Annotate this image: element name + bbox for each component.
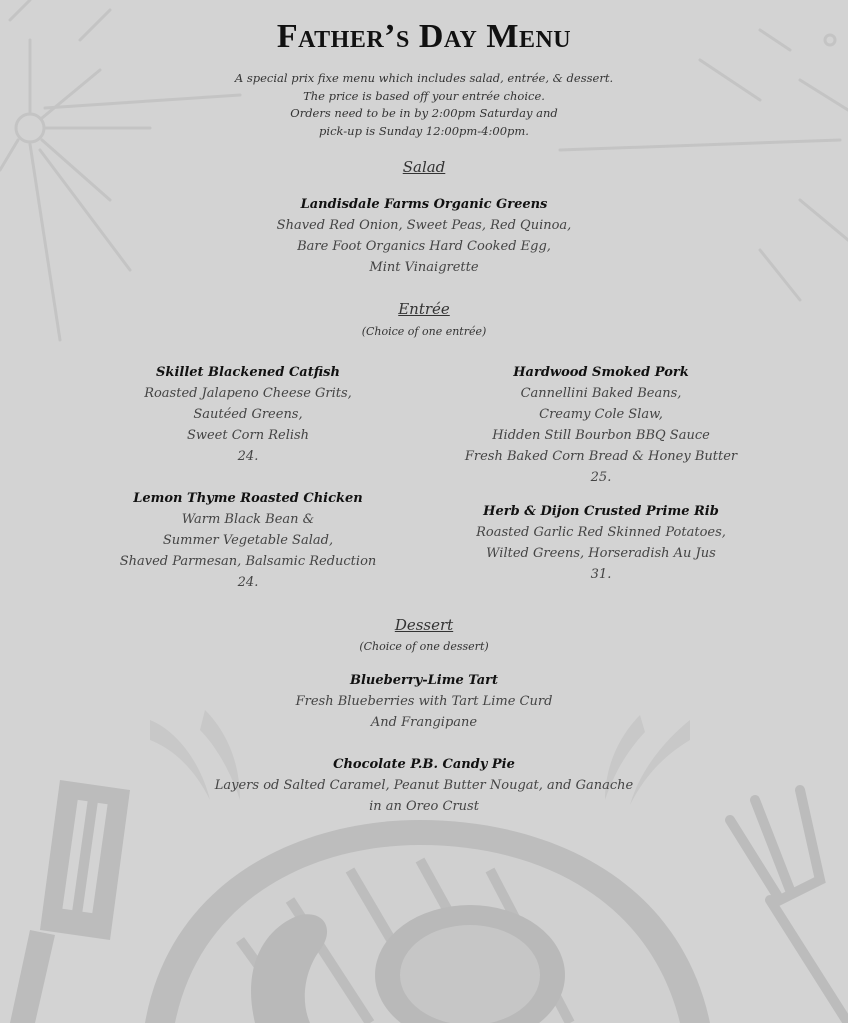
item-desc-line: in an Oreo Crust: [369, 799, 479, 814]
salad-heading: Salad: [402, 158, 446, 176]
entree-note: (Choice of one entrée): [361, 325, 487, 338]
item-desc-line: Fresh Blueberries with Tart Lime Curd: [295, 694, 553, 709]
intro-text: [0, 70, 848, 140]
dessert-note: (Choice of one dessert): [359, 640, 489, 653]
dessert-item: [0, 754, 848, 817]
salad-item: [0, 194, 848, 278]
item-desc-line: Wilted Greens, Horseradish Au Jus: [486, 546, 716, 561]
item-desc-line: And Frangipane: [370, 715, 478, 730]
dessert-heading: Dessert: [394, 616, 454, 634]
item-name: Landisdale Farms Organic Greens: [300, 197, 548, 212]
item-desc-line: Sautéed Greens,: [193, 407, 303, 422]
entree-item: [90, 362, 406, 467]
entree-item: [440, 501, 762, 585]
item-desc-line: Bare Foot Organics Hard Cooked Egg,: [297, 239, 551, 254]
item-name: Lemon Thyme Roasted Chicken: [133, 491, 363, 506]
item-name: Blueberry-Lime Tart: [350, 673, 498, 688]
intro-line: pick-up is Sunday 12:00pm-4:00pm.: [319, 123, 529, 138]
item-desc-line: Fresh Baked Corn Bread & Honey Butter: [464, 449, 738, 464]
item-desc-line: Cannellini Baked Beans,: [520, 386, 682, 401]
intro-line: The price is based off your entrée choice.: [303, 88, 545, 103]
item-desc-line: Sweet Corn Relish: [186, 428, 310, 443]
item-desc-line: Roasted Jalapeno Cheese Grits,: [144, 386, 352, 401]
item-name: Skillet Blackened Catfish: [156, 365, 340, 380]
item-price: 24.: [237, 449, 259, 464]
item-desc-line: Hidden Still Bourbon BBQ Sauce: [492, 428, 710, 443]
intro-line: A special prix fixe menu which includes salad, entrée, & dessert.: [234, 71, 614, 85]
item-desc-line: Shaved Parmesan, Balsamic Reduction: [119, 554, 377, 569]
page-title: Father’s Day Menu: [276, 18, 572, 55]
item-desc-line: Warm Black Bean &: [181, 512, 315, 527]
dessert-item: [0, 670, 848, 733]
intro-line: Orders need to be in by 2:00pm Saturday and: [290, 106, 558, 120]
entree-item: [440, 362, 762, 488]
item-desc-line: Roasted Garlic Red Skinned Potatoes,: [476, 525, 726, 540]
item-name: Chocolate P.B. Candy Pie: [333, 757, 515, 772]
item-name: Hardwood Smoked Pork: [513, 365, 689, 380]
item-desc-line: Summer Vegetable Salad,: [162, 533, 334, 548]
item-price: 25.: [590, 470, 612, 485]
entree-item: [90, 488, 406, 593]
entree-heading: Entrée: [398, 300, 450, 318]
item-price: 24.: [237, 575, 259, 590]
item-desc-line: Creamy Cole Slaw,: [539, 407, 663, 422]
item-desc-line: Mint Vinaigrette: [369, 260, 479, 275]
item-desc-line: Shaved Red Onion, Sweet Peas, Red Quinoa,: [276, 218, 572, 233]
item-price: 31.: [590, 567, 612, 582]
item-name: Herb & Dijon Crusted Prime Rib: [483, 504, 719, 519]
item-desc-line: Layers od Salted Caramel, Peanut Butter Nougat, and Ganache: [214, 778, 634, 793]
